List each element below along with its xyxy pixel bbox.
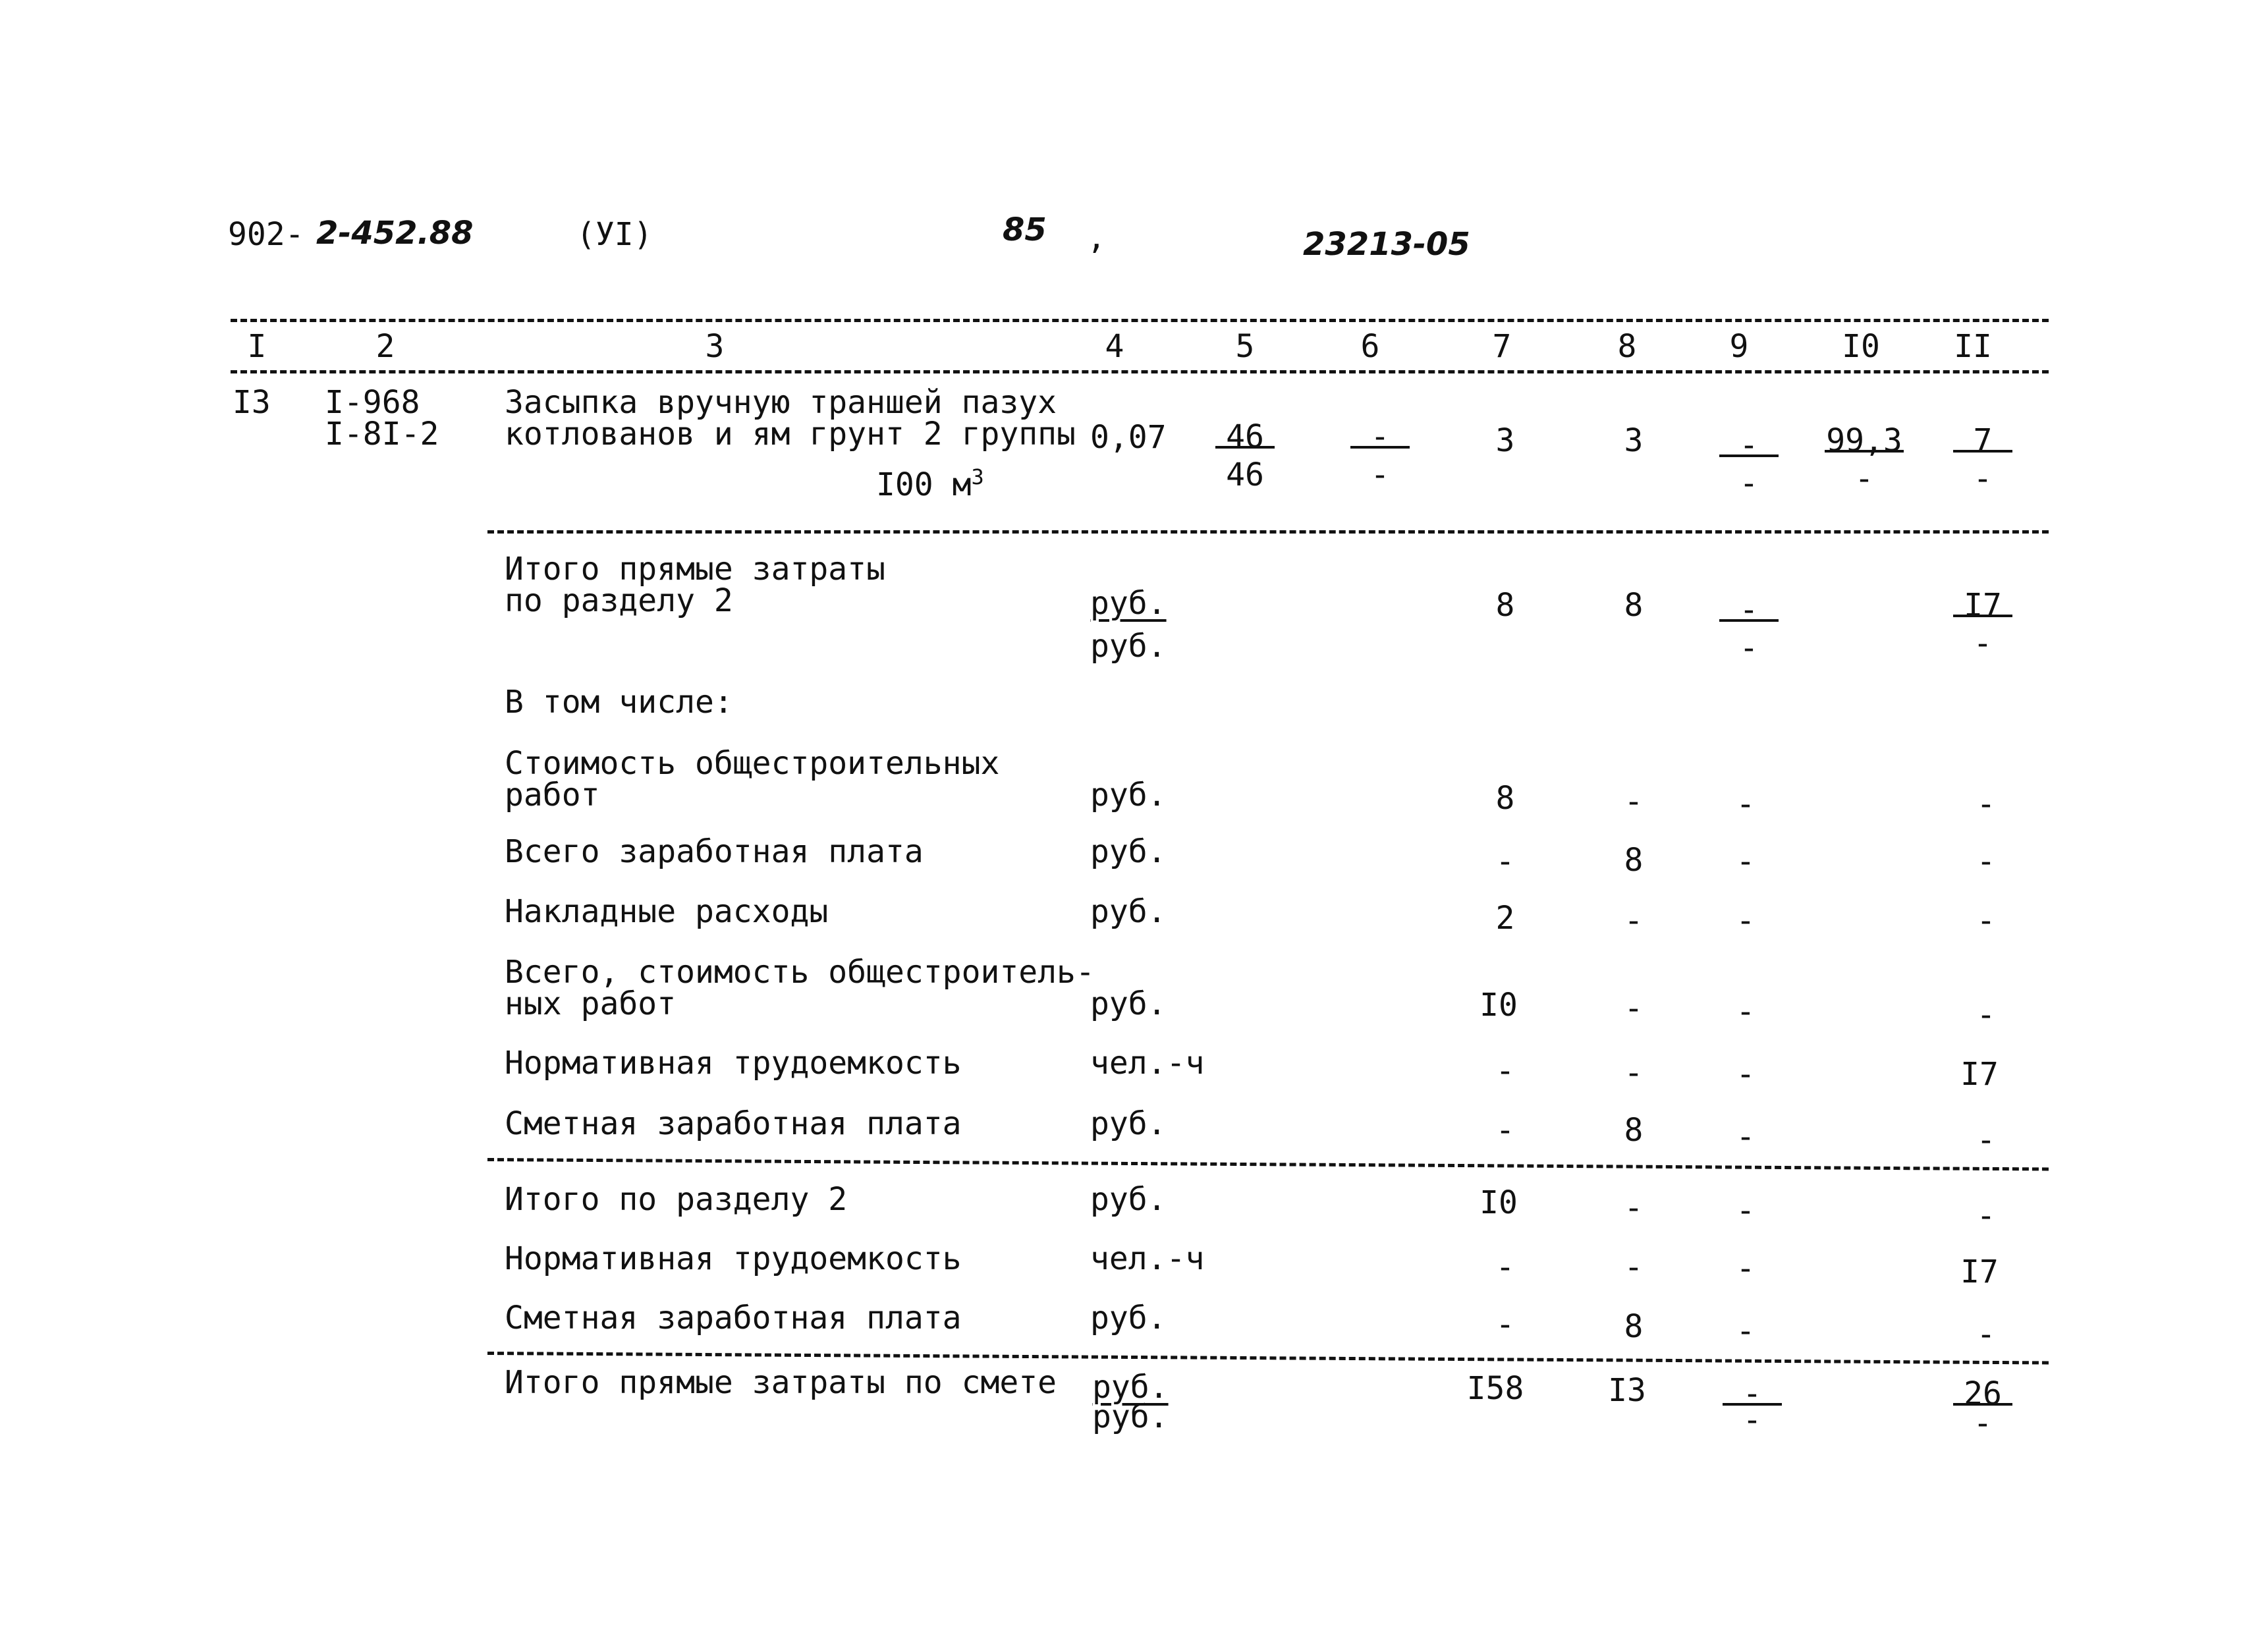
section-total-label: Итого по разделу 2 bbox=[505, 1181, 848, 1218]
breakdown-col11: - bbox=[1976, 843, 1996, 880]
row-number: I3 bbox=[233, 384, 271, 421]
col-header-10: I0 bbox=[1842, 328, 1880, 365]
col-header-11: II bbox=[1954, 328, 1992, 365]
total-direct-col8: 8 bbox=[1624, 587, 1644, 624]
grand-total-col7: I58 bbox=[1466, 1370, 1524, 1407]
breakdown-col9: - bbox=[1736, 993, 1756, 1030]
col-header-6: 6 bbox=[1360, 328, 1380, 365]
breakdown-unit: руб. bbox=[1090, 777, 1167, 813]
total-direct-unit-bottom: руб. bbox=[1090, 628, 1167, 665]
section-wage-unit: руб. bbox=[1090, 1300, 1167, 1336]
section-total-col11: - bbox=[1976, 1197, 1996, 1234]
breakdown-unit: руб. bbox=[1090, 893, 1167, 930]
grand-total-col8: I3 bbox=[1608, 1372, 1646, 1409]
header-top-divider bbox=[231, 319, 2049, 322]
breakdown-col9: - bbox=[1736, 1118, 1756, 1155]
breakdown-label-line1: Всего, стоимость общестроитель- bbox=[505, 954, 1095, 991]
col-header-8: 8 bbox=[1617, 328, 1637, 365]
col-header-3: 3 bbox=[705, 328, 725, 365]
col7-value: 3 bbox=[1495, 422, 1515, 459]
section-wage-col11: - bbox=[1976, 1316, 1996, 1353]
series-number: 2-452.88 bbox=[316, 215, 474, 252]
grand-total-unit-bottom: руб. bbox=[1092, 1398, 1169, 1435]
breakdown-col8: 8 bbox=[1624, 1112, 1644, 1149]
section-wage-col8: 8 bbox=[1624, 1308, 1644, 1345]
breakdown-label-line1: Накладные расходы bbox=[505, 893, 829, 930]
section-total-unit: руб. bbox=[1090, 1181, 1167, 1218]
grand-total-unit-top: руб. bbox=[1092, 1369, 1169, 1406]
section-labor-col7: - bbox=[1495, 1249, 1515, 1286]
breakdown-unit: чел.-ч bbox=[1090, 1045, 1205, 1082]
col-header-7: 7 bbox=[1492, 328, 1512, 365]
header-bottom-divider bbox=[231, 370, 2049, 373]
col-header-9: 9 bbox=[1729, 328, 1749, 365]
section-total-col7: I0 bbox=[1480, 1184, 1518, 1221]
section-wage-col7: - bbox=[1495, 1306, 1515, 1343]
document-code: 23213-05 bbox=[1303, 226, 1470, 263]
breakdown-col8: - bbox=[1624, 990, 1644, 1027]
section-wage-label: Сметная заработная плата bbox=[505, 1300, 962, 1336]
grand-total-label: Итого прямые затраты по смете bbox=[505, 1364, 1057, 1401]
breakdown-col11: - bbox=[1976, 786, 1996, 823]
breakdown-label-line1: Всего заработная плата bbox=[505, 833, 924, 870]
breakdown-label-line2: работ bbox=[505, 777, 600, 813]
section-labor-label: Нормативная трудоемкость bbox=[505, 1240, 962, 1277]
quantity: 0,07 bbox=[1090, 419, 1167, 456]
section-labor-unit: чел.-ч bbox=[1090, 1240, 1205, 1277]
col-header-1: I bbox=[247, 328, 267, 365]
breakdown-col9: - bbox=[1736, 902, 1756, 939]
section-total-col8: - bbox=[1624, 1190, 1644, 1226]
breakdown-unit: руб. bbox=[1090, 985, 1167, 1022]
breakdown-col9: - bbox=[1736, 786, 1756, 823]
breakdown-col7: I0 bbox=[1480, 987, 1518, 1024]
col-header-2: 2 bbox=[375, 328, 395, 365]
col-header-5: 5 bbox=[1235, 328, 1255, 365]
col-header-4: 4 bbox=[1105, 328, 1124, 365]
breakdown-unit: руб. bbox=[1090, 833, 1167, 870]
row13-divider bbox=[487, 530, 2049, 534]
breakdown-label-line1: Сметная заработная плата bbox=[505, 1105, 962, 1142]
breakdown-col7: - bbox=[1495, 1053, 1515, 1089]
measure-unit: I00 $м^3$ bbox=[876, 464, 984, 503]
breakdown-col8: - bbox=[1624, 902, 1644, 939]
total-direct-label-line1: Итого прямые затраты bbox=[505, 551, 885, 588]
breakdown-label-line1: Нормативная трудоемкость bbox=[505, 1045, 962, 1082]
breakdown-divider bbox=[487, 1158, 2049, 1170]
breakdown-col7: 2 bbox=[1495, 900, 1515, 937]
breakdown-col8: - bbox=[1624, 1055, 1644, 1091]
breakdown-col11: - bbox=[1976, 1122, 1996, 1159]
including-label: В том числе: bbox=[505, 684, 733, 721]
section-labor-col11: I7 bbox=[1960, 1253, 1999, 1290]
breakdown-col9: - bbox=[1736, 1056, 1756, 1093]
norm-code-line1: I-968 bbox=[325, 384, 420, 421]
breakdown-col9: - bbox=[1736, 843, 1756, 880]
section-total-divider bbox=[487, 1352, 2049, 1364]
breakdown-col11: - bbox=[1976, 902, 1996, 939]
breakdown-col11: I7 bbox=[1960, 1056, 1999, 1093]
breakdown-unit: руб. bbox=[1090, 1105, 1167, 1142]
breakdown-col8: - bbox=[1624, 783, 1644, 820]
work-description-line2: котлованов и ям грунт 2 группы bbox=[505, 416, 1076, 453]
breakdown-label-line1: Стоимость общестроительных bbox=[505, 745, 1000, 782]
total-direct-label-line2: по разделу 2 bbox=[505, 582, 733, 619]
total-direct-unit-top: руб. bbox=[1090, 585, 1167, 622]
series-prefix: 902- bbox=[228, 216, 304, 253]
section-labor-col9: - bbox=[1736, 1250, 1756, 1287]
total-direct-col7: 8 bbox=[1495, 587, 1515, 624]
pen-mark: ‚ bbox=[1087, 219, 1106, 256]
work-description-line1: Засыпка вручную траншей пазух bbox=[505, 384, 1057, 421]
col8-value: 3 bbox=[1624, 422, 1644, 459]
norm-code-line2: I-8I-2 bbox=[325, 416, 439, 453]
breakdown-label-line2: ных работ bbox=[505, 985, 677, 1022]
section-total-col9: - bbox=[1736, 1192, 1756, 1229]
section-labor-col8: - bbox=[1624, 1249, 1644, 1286]
section-wage-col9: - bbox=[1736, 1313, 1756, 1350]
breakdown-col8: 8 bbox=[1624, 842, 1644, 879]
page-number: 85 bbox=[1003, 211, 1047, 248]
breakdown-col11: - bbox=[1976, 997, 1996, 1033]
breakdown-col7: 8 bbox=[1495, 780, 1515, 817]
breakdown-col7: - bbox=[1495, 1112, 1515, 1149]
breakdown-col7: - bbox=[1495, 843, 1515, 880]
volume-label: (УI) bbox=[576, 216, 653, 253]
